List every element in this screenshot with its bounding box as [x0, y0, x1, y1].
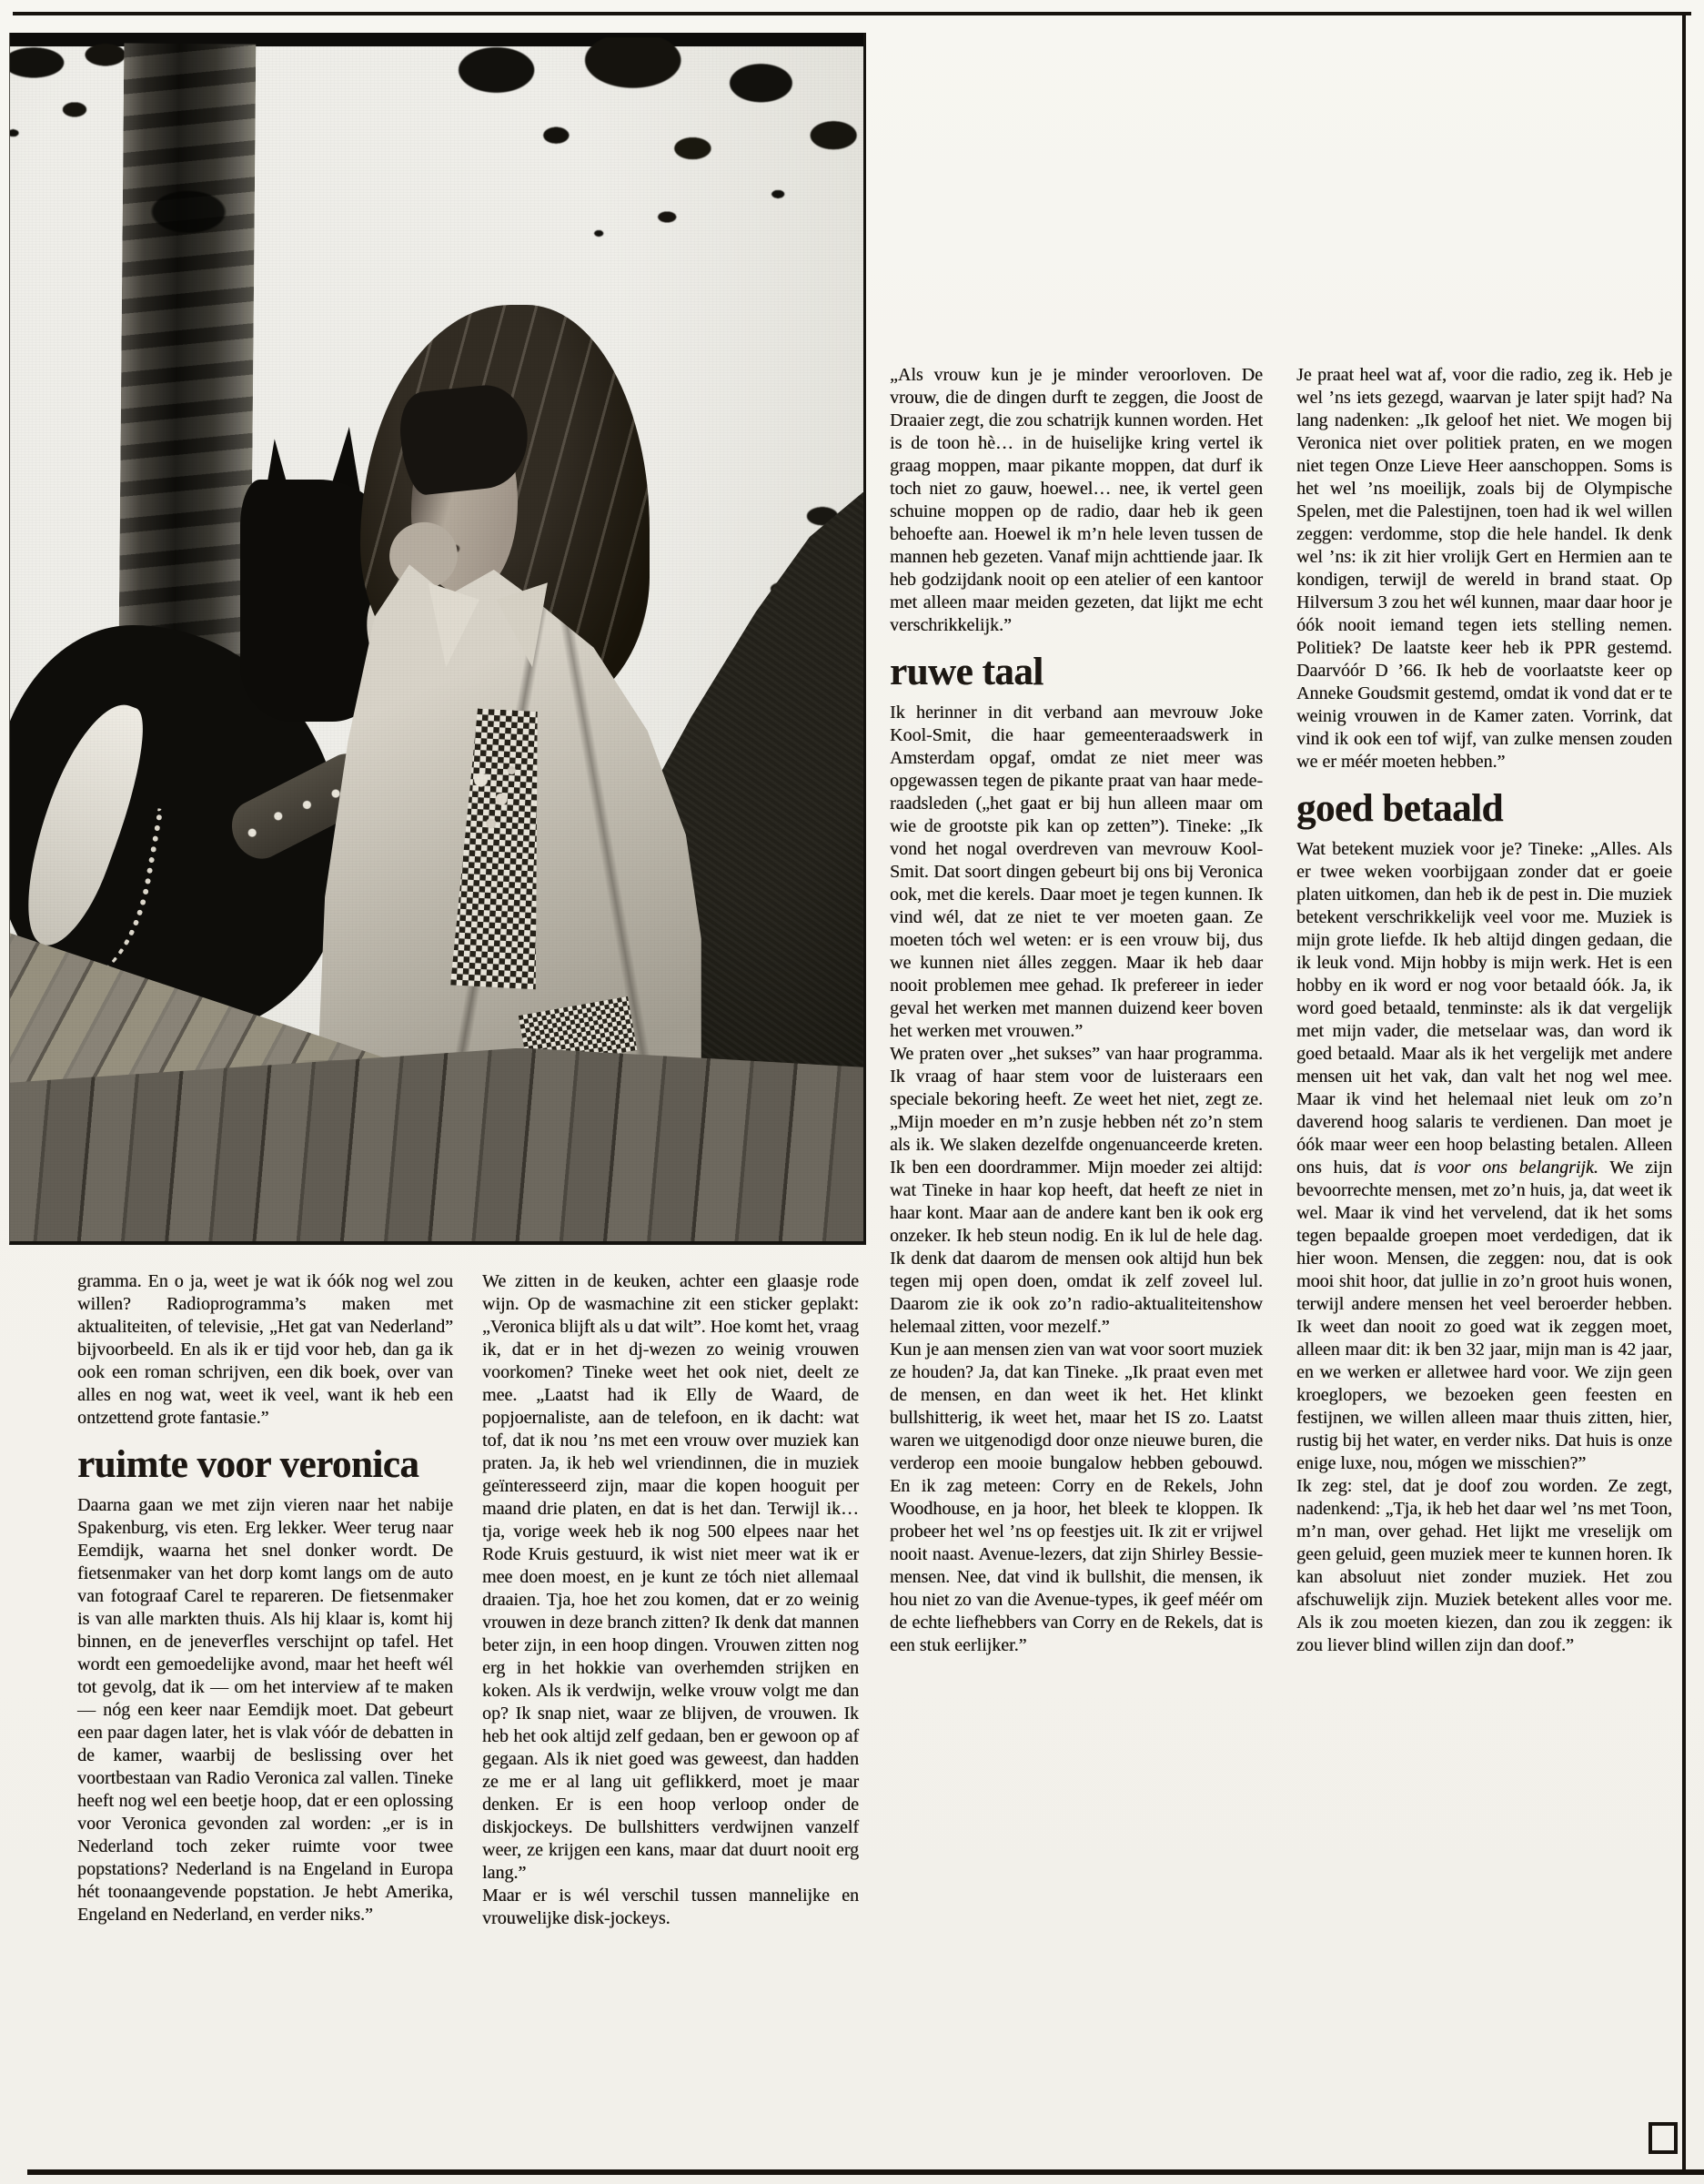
article-paragraph: Maar er is wél verschil tussen mannelijke en vrouwelijke disk-jockeys. [482, 1886, 859, 1928]
text-column-2 [482, 1270, 859, 1930]
article-paragraph: We praten over „het sukses” van haar programma. Ik vraag of haar stem voor de luisteraars een speciale bekoring heeft. Ze weet het niet, zegt ze. „Mijn moeder en m’n zusje hebben nét zo’n stem als ik. We slaken dezelfde ongenuanceerde kreten. Ik ben een doordrammer. Mijn moeder zei altijd: wat Tineke in haar kop heeft, dat heeft ze niet in haar kont. Maar aan de andere kant ben ik ook erg onzeker. Ik heb steun nodig. En ik lul de hele dag. Ik denk dat daarom de mensen ook altijd hun bek tegen mij open doen, omdat ik zelf zoveel lul. Daarom zie ik ook zo’n radio-aktualiteitenshow helemaal zitten, voor mezelf.” [890, 1044, 1263, 1337]
section-heading: ruwe taal [890, 651, 1044, 693]
article-paragraph: Ik zeg: stel, dat je doof zou worden. Ze zegt, nadenkend: „Tja, ik heb het daar wel ’ns met Toon, m’n man, over gehad. Het lijkt me vreselijk om geen geluid, geen muziek meer te kunnen horen. Ik kan absoluut niet zonder muziek. Het zou afschuwelijk zijn. Muziek betekent alles voor me. Als ik zou moeten kiezen, dan zou ik zeggen: ik zou liever blind willen zijn dan doof.” [1296, 1476, 1672, 1655]
end-of-article-marker [1649, 2122, 1678, 2154]
text-column-1 [77, 1270, 453, 1926]
text-column-3 [890, 364, 1263, 1657]
top-rule [13, 12, 1691, 15]
article-paragraph: gramma. En o ja, weet je wat ik óók nog wel zou willen? Radioprogramma’s maken met aktualiteiten, of televisie, „Het gat van Nederland” bijvoorbeeld. En als ik er tijd voor heb, dan ga ik ook een roman schrijven, een dik boek, over van alles en nog wat, weet ik veel, want ik heb een ontzettend grote fantasie.” [77, 1271, 453, 1428]
article-paragraph [1296, 838, 1672, 1475]
bottom-rule [27, 2169, 1704, 2175]
section-heading: goed betaald [1296, 787, 1503, 830]
flower-brooch [460, 746, 529, 843]
text-segment: We zijn bevoorrechte mensen, met zo’n huis, ja, dat weet ik wel. Maar ik vind het vervelend, dat ik het soms tegen bepaalde groepen moet verdedigen, dat ik hier woon. Mensen, die zeggen: nou, dat is ook mooi shit hoor, dat jullie in zo’n groot huis wonen, terwijl andere mensen het veel beroerder hebben. Ik weet dan nooit zo goed wat ik zeggen moet, alleen maar dit: ik ben 32 jaar, mijn man is 42 jaar, en we werken er alletwee hard voor. We zijn geen kroeglopers, we bezoeken geen feesten en festijnen, we willen alleen maar thuis zitten, hier, rustig bij het water, en verder niks. Dat huis is onze enige luxe, nou, mógen we misschien?” [1296, 1158, 1673, 1473]
article-photo [9, 33, 866, 1245]
article-paragraph: Ik herinner in dit verband aan mevrouw Joke Kool-Smit, die haar gemeenteraadswerk in Amsterdam opgaf, omdat ze niet meer was opgewassen tegen de pikante praat van haar mede-raadsleden („het gaat er bij hun alleen maar om wie de grootste pik kan op zetten”). Tineke: „Ik vond het nogal overdreven van mevrouw Kool-Smit. Dat soort dingen gebeurt bij ons bij Veronica ook, met die kerels. Daar moet je tegen kunnen. Ik vind wél, dat ze niet te ver moeten gaan. Ze moeten tóch wel weten: er is een vrouw bij, dus we kunnen niet álles zeggen. Maar ik heb daar nooit problemen mee gehad. Ik prefereer in ieder geval het werken met mannen duizend keer boven het werken met vrouwen.” [890, 703, 1263, 1041]
picnic-table-front-planks [10, 1048, 863, 1241]
article-paragraph: Kun je aan mensen zien van wat voor soort muziek ze houden? Ja, dat kan Tineke. „Ik praat even met de mensen, en dan weet ik het. Het klinkt bullshitterig, ik weet het, maar het IS zo. Laatst waren we uitgenodigd door onze nieuwe buren, die verderop een mooie bungalow hebben gebouwd. En ik zag meteen: Corry en de Rekels, John Woodhouse, en ja hoor, het bleek te kloppen. Ik probeer het wel ’ns op feestjes uit. Ik zit er vrijwel nooit naast. Avenue-lezers, dat zijn Shirley Bessie-mensen. Nee, dat vind ik bullshit, die mensen, ik hou niet zo van die Avenue-types, ik geef méér om de echte liefhebbers van Corry en de Rekels, dat is een stuk eerlijker.” [890, 1340, 1263, 1655]
text-column-4 [1296, 364, 1672, 1657]
article-paragraph: Je praat heel wat af, voor die radio, zeg ik. Heb je wel ’ns iets gezegd, waarvan je later spijt had? Na lang nadenken: „Ik geloof het niet. We mogen bij Veronica niet over politiek praten, en we mogen niet tegen Onze Lieve Heer aanschoppen. Soms is het wel ’ns moeilijk, zoals bij de Olympische Spelen, met die Palestijnen, toen had ik wel willen zeggen: verdomme, stop die hele handel. Ik denk wel ’ns: ik zit hier vrolijk Gert en Hermien aan te kondigen, terwijl de wereld in brand staat. Op Hilversum 3 zou het wél kunnen, maar daar hoor je óók nooit iemand tegen iets stelling nemen. Politiek? De laatste keer heb ik PPR gestemd. Daarvóór D ’66. Ik heb de voorlaatste keer op Anneke Goudsmit gestemd, omdat ik vond dat er te weinig vrouwen in de Kamer zaten. Vorrink, dat vind ik ook een tof wijf, van zulke mensen zouden we er méér moeten hebben.” [1296, 365, 1672, 772]
article-paragraph: Daarna gaan we met zijn vieren naar het nabije Spakenburg, vis eten. Erg lekker. Weer terug naar Eemdijk, waarna het snel donker wordt. De fietsenmaker van het dorp komt langs om de auto van fotograaf Carel te repareren. De fietsenmaker is van alle markten thuis. Als hij klaar is, komt hij binnen, en de jeneverfles verschijnt op tafel. Het wordt een gemoedelijke avond, maar het heeft wél tot gevolg, dat ik — om het interview af te maken — nóg een keer naar Eemdijk moet. Dat gebeurt een paar dagen later, het is vlak vóór de debatten in de kamer, waarbij de beslissing over het voortbestaan van Radio Veronica zal vallen. Tineke heeft nog wel een beetje hoop, dat er een oplossing voor Veronica gevonden zal worden: „er is in Nederland toch zeker ruimte voor twee popstations? Nederland is na Engeland in Europa hét toonaangevende popstation. Je hebt Amerika, Engeland en Nederland, en verder niks.” [77, 1495, 453, 1925]
article-paragraph: „Als vrouw kun je je minder veroorloven. De vrouw, die de dingen durft te zeggen, die Joost de Draaier zegt, die zou schatrijk kunnen worden. Het is de toon hè… in de huiselijke kring vertel ik graag moppen, maar pikante moppen, dat durf ik toch niet zo gauw, hoewel… nee, ik vertel geen schuine moppen op de radio, daar heb ik geen behoefte aan. Hoewel ik m’n hele leven tussen de mannen heb gezeten. Vanaf mijn achttiende jaar. Ik heb godzijdank nooit op een atelier of een kantoor met alleen maar meiden gezeten, dat lijkt me echt verschrikkelijk.” [890, 365, 1263, 635]
right-rule [1682, 12, 1686, 2175]
emphasis-text: is voor ons belangrijk. [1413, 1158, 1598, 1178]
section-heading: ruimte voor veronica [77, 1443, 419, 1486]
article-paragraph: We zitten in de keuken, achter een glaasje rode wijn. Op de wasmachine zit een sticker geplakt: „Veronica blijft als u dat wilt”. Hoe komt het, vraag ik, dat er in het dj-wezen zo weinig vrouwen voorkomen? Tineke weet het ook niet, deelt ze mee. „Laatst had ik Elly de Waard, de popjoernaliste, aan de telefoon, en ik dacht: wat tof, dat ik nou ’ns met een vrouw over muziek kan praten. Ja, ik heb wel vriendinnen, die in muziek geïnteresseerd zijn, maar die kopen hooguit per maand drie platen, en dat is het dan. Terwijl ik… tja, vorige week heb ik nog 500 elpees naar het Rode Kruis gestuurd, ik wist niet meer wat ik er mee doen moest, en je kunt ze tóch niet allemaal draaien. Tja, hoe het zou komen, dat er zo weinig vrouwen in deze branch zitten? Ik denk dat mannen beter zijn, in een hoop dingen. Vrouwen zitten nog erg in het hokkie van overhemden strijken en koken. Als ik verdwijn, welke vrouw volgt me dan op? Ik snap niet, waar ze blijven, de vrouwen. Ik heb het ook altijd zelf gedaan, ben er gewoon op af gegaan. Als ik niet goed was geweest, dan hadden ze me er al lang uit geflikkerd, moet je maar denken. Er is een hoop verloop onder de diskjockeys. De bullshitters verdwijnen vanzelf weer, ze krijgen een kans, maar dat duurt nooit erg lang.” [482, 1271, 859, 1883]
text-segment: Wat betekent muziek voor je? Tineke: „Alles. Als er twee weken voorbijgaan zonder dat er goeie platen uitkomen, dan heb ik de pest in. Die muziek betekent verschrikkelijk veel voor me. Muziek is mijn grote liefde. Ik heb altijd dingen gedaan, die ik leuk vond. Mijn hobby is mijn werk. Het is een hobby en ik word er nog voor betaald óók. Ja, ik word goed betaald, tenminste: als ik dat vergelijk met mijn vader, die metselaar was, dan word ik goed betaald. Maar als ik het vergelijk met andere mensen uit het vak, dan valt het nog wel mee. Maar ik vind het helemaal niet leuk om zo’n daverend hoog salaris te verdienen. Dan moet je óók maar weer een hoop belasting betalen. Alleen ons huis, dat [1296, 839, 1672, 1178]
